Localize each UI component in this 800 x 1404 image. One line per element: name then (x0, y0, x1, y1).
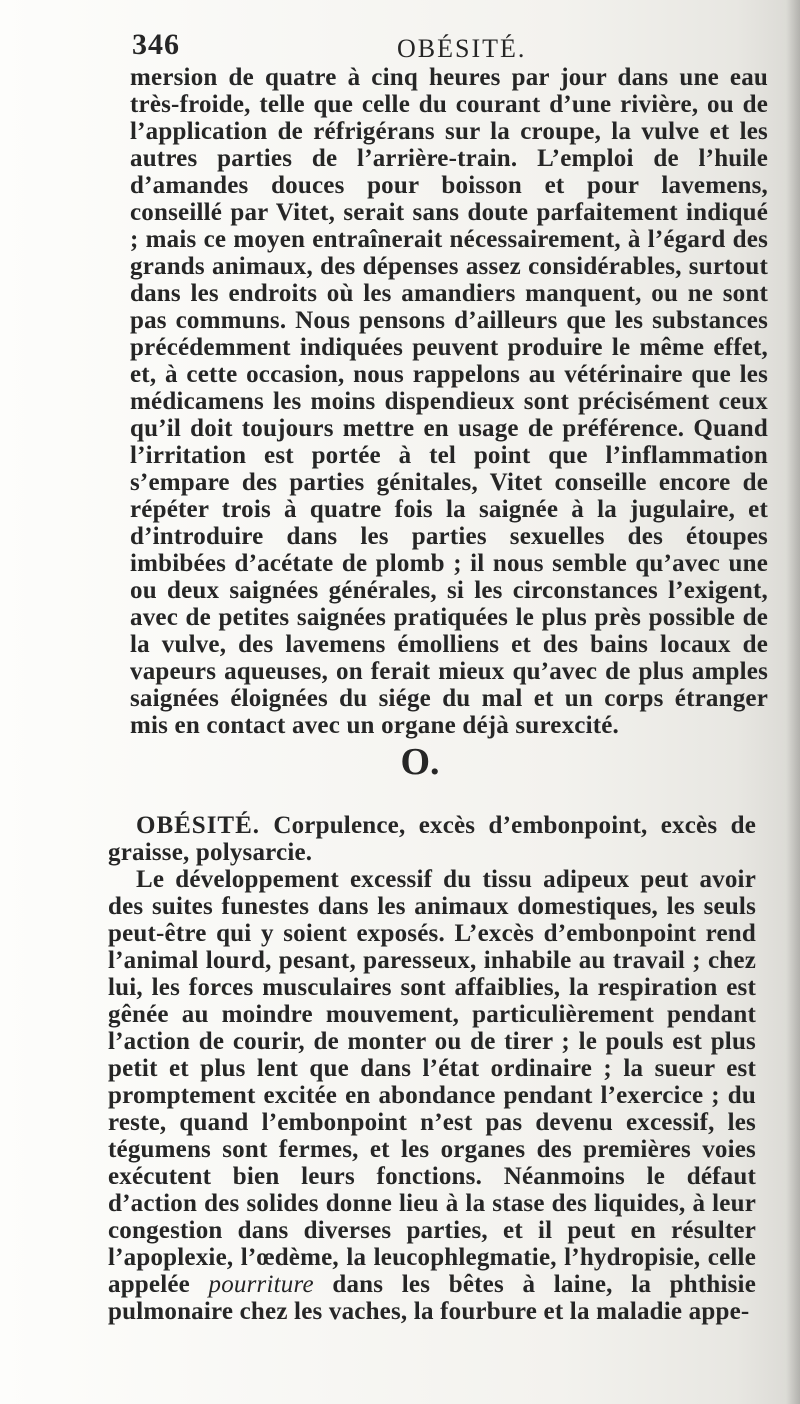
entry-italic-term: pourriture (208, 1271, 314, 1298)
continuation-paragraph (130, 64, 768, 739)
page-edge-shadow (786, 0, 800, 1404)
entry-definition: Corpulence, excès d’embonpoint, excès de graisse, polysarcie. (108, 812, 756, 866)
entry-headword: OBÉSITÉ. (136, 812, 261, 839)
entry-body (108, 866, 756, 1325)
entry-heading-line (108, 812, 756, 866)
running-head: OBÉSITÉ. (397, 34, 527, 63)
entry-body-text-end: dans les bêtes à laine, la phthisie pulmonaire chez les vaches, la fourbure et la maladie appe- (108, 1271, 756, 1325)
dictionary-entry (108, 812, 756, 1325)
continuation-text: mersion de quatre à cinq heures par jour dans une eau très-froide, telle que celle du courant d’une rivière, ou de l’application de réfrigérans sur la croupe, la vulve et les autres parties de l’arrière-train. L’emploi de l’huile d’amandes douces pour boisson et pour lavemens, conseillé par Vitet, serait sans doute parfaitement indiqué ; mais ce moyen entraînerait nécessairement, à l’égard des grands animaux, des dépenses assez considérables, surtout dans les endroits où les amandiers manquent, ou ne sont pas communs. Nous pensons d’ailleurs que les substances précédemment indiquées peuvent produire le même effet, et, à cette occasion, nous rappelons au vétérinaire que les médicamens les moins dispendieux sont précisément ceux qu’il doit toujours mettre en usage de préférence. Quand l’irritation est portée à tel point que l’inflammation s’empare des parties génitales, Vitet conseille encore de répéter trois à quatre fois la saignée à la jugulaire, et d’introduire dans les parties sexuelles des étoupes imbibées d’acétate de plomb ; il nous semble qu’avec une ou deux saignées générales, si les circonstances l’exigent, avec de petites saignées pratiquées le plus près possible de la vulve, des lavemens émolliens et des bains locaux de vapeurs aqueuses, on ferait mieux qu’avec de plus amples saignées éloignées du siége du mal et un corps étranger mis en contact avec un organe déjà surexcité. (130, 64, 768, 739)
entry-body-text: Le développement excessif du tissu adipeux peut avoir des suites funestes dans les animaux domestiques, les seuls peut-être qui y soient exposés. L’excès d’embonpoint rend l’animal lourd, pesant, paresseux, inhabile au travail ; chez lui, les forces musculaires sont affaiblies, la respiration est gênée au moindre mouvement, particulièrement pendant l’action de courir, de monter ou de tirer ; le pouls est plus petit et plus lent que dans l’état ordinaire ; la sueur est promptement excitée en abondance pendant l’exercice ; du reste, quand l’embonpoint n’est pas devenu excessif, les tégumens sont fermes, et les organes des premières voies exécutent bien leurs fonctions. Néanmoins le défaut d’action des solides donne lieu à la stase des liquides, à leur congestion dans diverses parties, et il peut en résulter l’apoplexie, l’œdème, la leucophlegmatie, l’hydropisie, celle appelée (108, 866, 756, 1298)
page-header (132, 28, 652, 68)
page-number: 346 (132, 28, 180, 61)
section-letter: O. (400, 741, 440, 783)
